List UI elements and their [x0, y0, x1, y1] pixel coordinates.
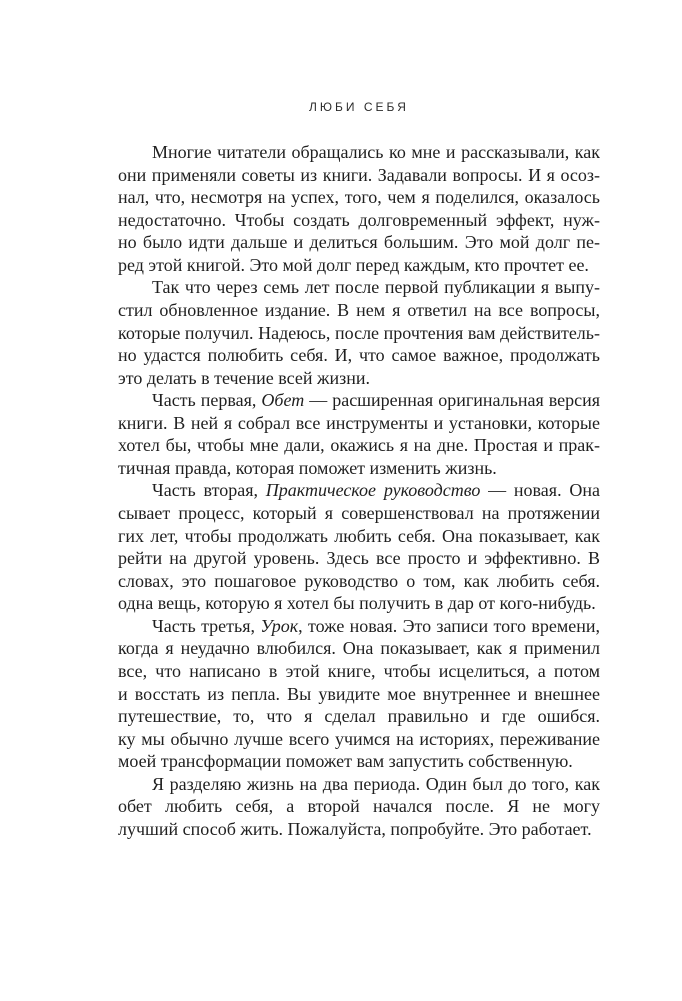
text-line	[118, 344, 600, 367]
text-line	[118, 412, 600, 435]
paragraph	[118, 389, 600, 479]
text-segment: Так что через семь лет после первой публикации я выпу-	[152, 277, 600, 298]
text-segment: — расширенная оригинальная версия	[304, 390, 600, 411]
text-line	[118, 705, 600, 728]
italic-term: Практическое руководство	[265, 480, 481, 501]
text-line	[118, 592, 600, 615]
text-segment: это делать в течение всей жизни.	[118, 367, 370, 388]
text-segment: одна вещь, которую я хотел бы получить в дар от кого-нибудь.	[118, 593, 596, 614]
text-segment: ку мы обычно лучше всего учимся на историях, переживание	[118, 728, 600, 749]
text-line	[118, 276, 600, 299]
paragraph	[118, 276, 600, 389]
text-segment: и восстать из пепла. Вы увидите мое внутреннее и внешнее	[118, 683, 600, 704]
text-segment: тичная правда, которая поможет изменить жизнь.	[118, 457, 497, 478]
text-line	[118, 547, 600, 570]
text-line	[118, 683, 600, 706]
text-line	[118, 818, 600, 841]
paragraph	[118, 141, 600, 276]
text-line	[118, 457, 600, 480]
text-segment: , тоже новая. Это записи того времени,	[298, 615, 600, 636]
text-segment: Я разделяю жизнь на два периода. Один был до того, как	[152, 773, 600, 794]
text-line	[118, 141, 600, 164]
paragraph	[118, 773, 600, 841]
text-segment: которые получил. Надеюсь, после прочтения вам действитель-	[118, 322, 600, 343]
text-segment: недостаточно. Чтобы создать долговременный эффект, нуж-	[118, 209, 600, 230]
text-segment: лучший способ жить. Пожалуйста, попробуйте. Это работает.	[118, 818, 592, 839]
text-line	[118, 209, 600, 232]
text-line	[118, 231, 600, 254]
text-segment: книги. В ней я собрал все инструменты и установки, которые	[118, 412, 600, 433]
text-segment: хотел бы, чтобы мне дали, окажись я на дне. Простая и прак-	[118, 435, 600, 456]
text-line	[118, 615, 600, 638]
text-segment: Многие читатели обращались ко мне и рассказывали, как	[152, 142, 600, 162]
text-segment: моей трансформации поможет вам запустить собственную.	[118, 751, 573, 772]
text-segment: стил обновленное издание. В нем я ответил на все вопросы,	[118, 299, 600, 320]
italic-term: Урок	[260, 615, 299, 636]
text-segment: путешествие, то, что я сделал правильно и где ошибся.	[118, 706, 600, 727]
paragraph	[118, 615, 600, 773]
text-segment: словах, это пошаговое руководство о том, как любить себя.	[118, 570, 600, 591]
text-line	[118, 637, 600, 660]
text-line	[118, 502, 600, 525]
text-line	[118, 367, 600, 390]
text-line	[118, 186, 600, 209]
text-segment: все, что написано в этой книге, чтобы исцелиться, а потом	[118, 660, 600, 681]
text-line	[118, 164, 600, 187]
paragraph	[118, 479, 600, 614]
text-line	[118, 660, 600, 683]
text-line	[118, 570, 600, 593]
text-line	[118, 299, 600, 322]
text-line	[118, 728, 600, 751]
text-segment: ред этой книгой. Это мой долг перед каждым, кто прочтет ее.	[118, 254, 589, 275]
body-text	[118, 141, 600, 840]
text-line	[118, 322, 600, 345]
text-segment: они применяли советы из книги. Задавали вопросы. И я осоз-	[118, 164, 600, 185]
text-line	[118, 773, 600, 796]
text-segment: Часть вторая,	[152, 480, 266, 501]
italic-term: Обет	[261, 390, 305, 411]
text-segment: но было идти дальше и делиться большим. Это мой долг пе-	[118, 232, 600, 253]
text-segment: — новая. Она	[488, 480, 600, 501]
text-segment: нал, что, несмотря на успех, того, чем я поделился, оказалось	[118, 187, 600, 208]
text-line	[118, 479, 600, 502]
running-head: ЛЮБИ СЕБЯ	[309, 100, 409, 114]
text-segment: сывает процесс, который я совершенствовал на протяжении	[118, 503, 600, 523]
text-line	[118, 254, 600, 277]
text-segment: обет любить себя, а второй начался после. Я не могу	[118, 796, 600, 817]
text-segment: но удастся полюбить себя. И, что самое важное, продолжать	[118, 345, 600, 366]
text-segment: Часть первая,	[152, 390, 262, 411]
text-segment: гих лет, чтобы продолжать любить себя. Она показывает, как	[118, 525, 600, 546]
text-segment: Часть третья,	[152, 615, 261, 636]
text-line	[118, 434, 600, 457]
text-line	[118, 795, 600, 818]
text-line	[118, 389, 600, 412]
text-segment: рейти на другой уровень. Здесь все просто и эффективно. В	[118, 548, 600, 569]
text-line	[118, 750, 600, 773]
text-segment: когда я неудачно влюбился. Она показывает, как я применил	[118, 638, 600, 659]
text-line	[118, 525, 600, 548]
